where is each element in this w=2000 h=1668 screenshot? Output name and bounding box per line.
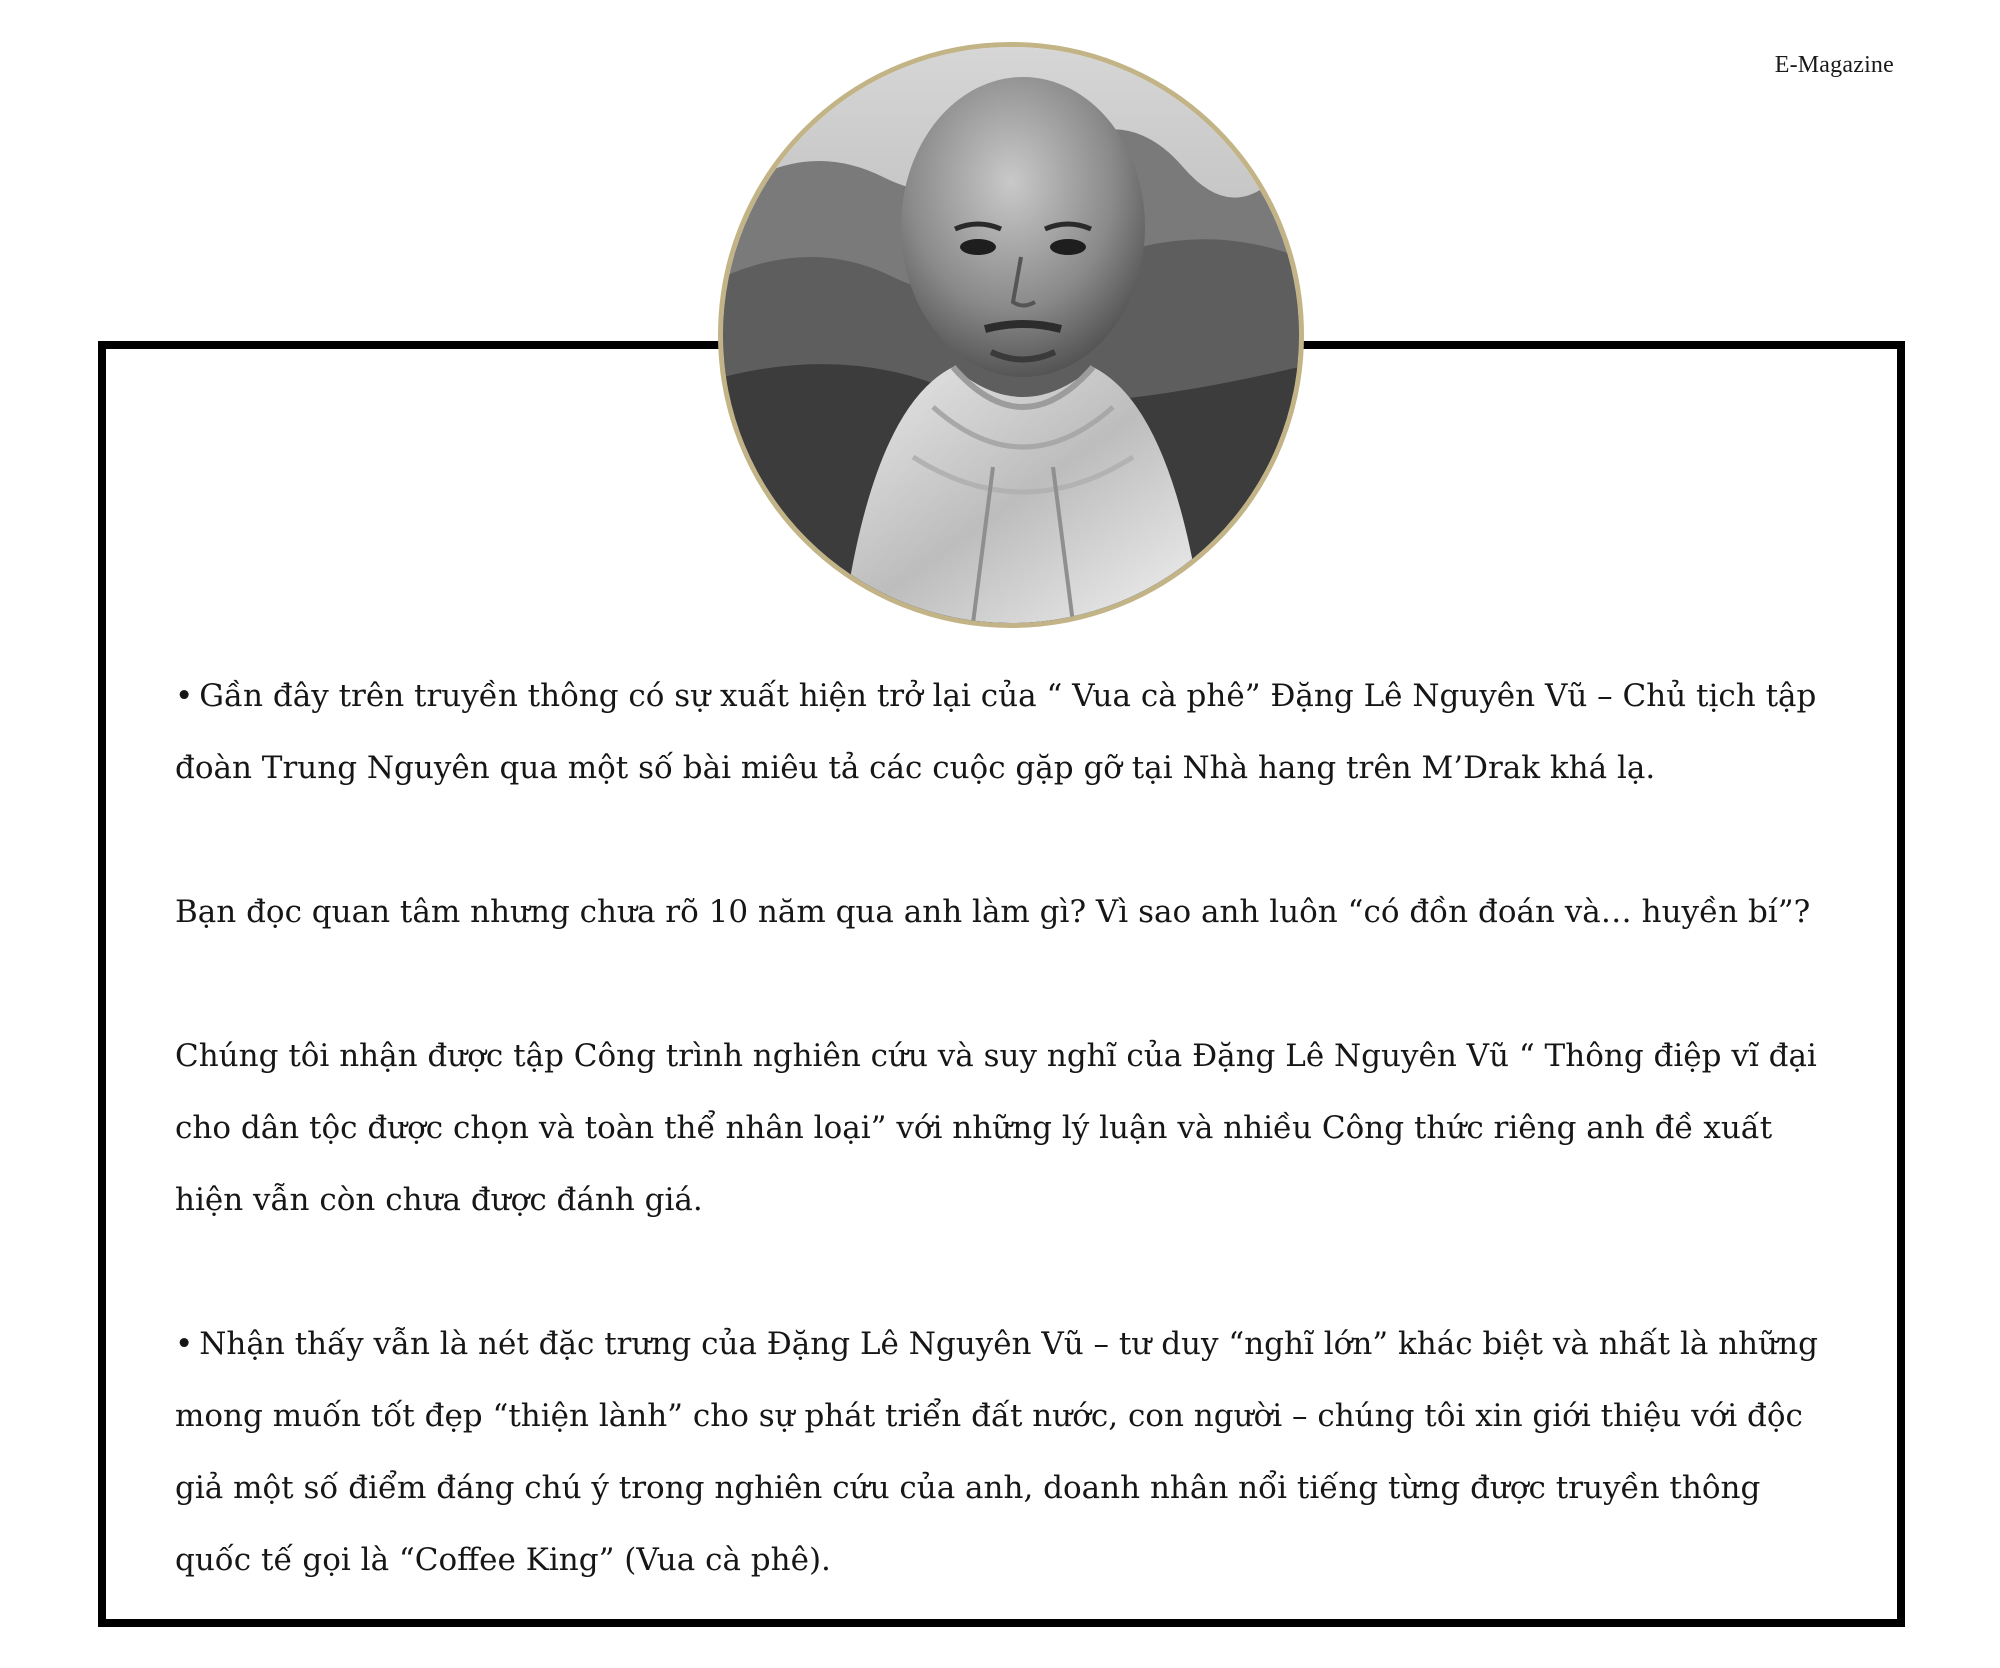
paragraph-text: Chúng tôi nhận được tập Công trình nghiên cứu và suy nghĩ của Đặng Lê Nguyên Vũ “ Thông điệp vĩ đại cho dân tộc được chọn và toàn thể nhân loại” với những lý luận và nhiều Công thức riêng anh đề xuất hiện vẫn còn chưa được đánh giá. (175, 1038, 1817, 1218)
portrait-image (723, 47, 1299, 623)
bullet-marker: • (175, 1326, 194, 1362)
paragraph-text: Gần đây trên truyền thông có sự xuất hiện trở lại của “ Vua cà phê” Đặng Lê Nguyên Vũ – Chủ tịch tập đoàn Trung Nguyên qua một số bài miêu tả các cuộc gặp gỡ tại Nhà hang trên M’Drak khá lạ. (175, 678, 1817, 786)
paragraph-3 (175, 1020, 1835, 1236)
paragraph-1 (175, 660, 1835, 804)
bullet-marker: • (175, 678, 194, 714)
paragraph-2 (175, 876, 1835, 948)
portrait-photo (718, 42, 1304, 628)
paragraph-text: Bạn đọc quan tâm nhưng chưa rõ 10 năm qua anh làm gì? Vì sao anh luôn “có đồn đoán và… huyền bí”? (175, 894, 1811, 930)
paragraph-text: Nhận thấy vẫn là nét đặc trưng của Đặng Lê Nguyên Vũ – tư duy “nghĩ lớn” khác biệt và nhất là những mong muốn tốt đẹp “thiện lành” cho sự phát triển đất nước, con người – chúng tôi xin giới thiệu với độc giả một số điểm đáng chú ý trong nghiên cứu của anh, doanh nhân nổi tiếng từng được truyền thông quốc tế gọi là “Coffee King” (Vua cà phê). (175, 1326, 1818, 1578)
article-body (175, 660, 1835, 1668)
brand-label: E-Magazine (1774, 52, 1894, 78)
paragraph-4 (175, 1308, 1835, 1596)
